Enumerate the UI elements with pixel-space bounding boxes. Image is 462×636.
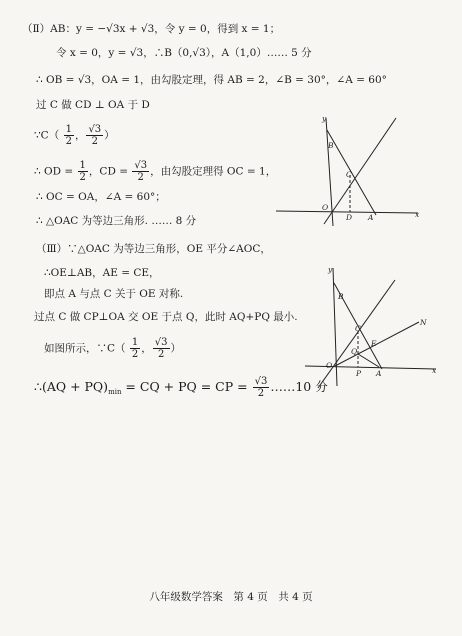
fig2-label-a: A [376,369,382,378]
fraction-root3-half: $\frac{√3}{2}$ [154,337,168,360]
fig1-label-a: A [368,213,374,222]
part2-line6-suffix: ，由勾股定理得 OC = 1， [150,165,277,178]
fig2-x-axis [305,366,436,369]
fraction-root3-half: $\frac{√3}{2}$ [134,160,148,183]
fig2-label-q: Q [351,347,358,356]
fraction-one-half: $\frac{1}{2}$ [65,124,72,147]
fig1-label-x: x [415,210,420,219]
part2-label: （Ⅱ） [22,23,51,35]
fig2-label-o: O [326,361,333,370]
part3-line5-suffix: ） [170,342,181,355]
fig2-line-aq [358,354,379,367]
comma: ， [141,342,152,355]
part3-line3: 即点 A 与点 C 关于 OE 对称. [44,288,184,300]
comma: ， [74,129,86,142]
part2-line7: ∴ OC = OA，∠A = 60°； [36,191,166,203]
part2-line5-prefix: ∵C（ [34,129,60,142]
part2-line1-text: AB：y = −√3x + √3，令 y = 0，得到 x = 1； [50,23,281,35]
part2-line5-suffix: ） [104,129,115,142]
part3-line6-prefix: ∴(AQ + PQ) [34,379,109,394]
fig2-label-c: C [355,324,361,333]
fig2-label-e: E [371,339,377,348]
fraction-one-half: $\frac{1}{2}$ [79,160,86,183]
subscript-min: min [108,388,122,396]
part3-line6-suffix: ……10 分 [270,379,328,394]
page-footer: 八年级数学答案 第 4 页 共 4 页 [149,591,313,603]
part3-line4: 过点 C 做 CP⊥OA 交 OE 于点 Q，此时 AQ+PQ 最小. [34,311,298,323]
fraction-one-half: $\frac{1}{2}$ [131,337,139,360]
fig2-label-y: y [328,265,333,274]
fraction-root3-half: $\frac{√3}{2}$ [254,376,268,399]
fig1-label-d: D [346,213,353,222]
part3-line2: ∴OE⊥AB，AE = CE， [44,267,160,279]
fraction-root3-half: $\frac{√3}{2}$ [88,124,102,147]
part2-line3: ∴ OB = √3，OA = 1，由勾股定理，得 AB = 2，∠B = 30°，∠A = 60° [36,74,387,86]
fig1-label-c: C [346,170,352,179]
fig1-label-b: B [328,141,334,150]
fig2-label-p: P [356,369,362,378]
fig2-label-b: B [338,292,344,301]
part3-line1: （Ⅲ）∵△OAC 为等边三角形，OE 平分∠AOC， [36,243,271,255]
part3-line6-mid: = CQ + PQ = CP = [121,379,248,394]
part2-line4: 过 C 做 CD ⊥ OA 于 D [36,99,150,111]
part3-line5-prefix: 如图所示，∵C（ [44,342,126,355]
fig2-label-n: N [420,318,427,327]
fig1-label-o: O [322,203,329,212]
fig1-label-y: y [322,114,327,123]
part2-line8: ∴ △OAC 为等边三角形. …… 8 分 [36,215,197,227]
part2-line6-prefix: ∴ OD = [34,165,74,178]
fig2-label-x: x [432,366,437,375]
part2-line6-mid: ，CD = [88,165,128,178]
part2-line2: 令 x = 0，y = √3，∴B（0,√3），A（1,0）…… 5 分 [56,47,312,59]
